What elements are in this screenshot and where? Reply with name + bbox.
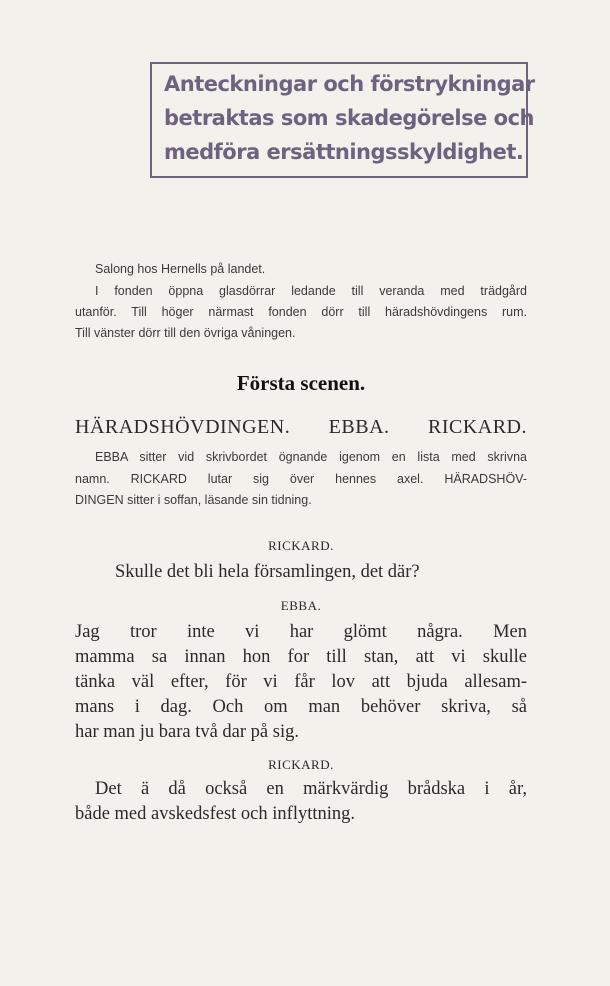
stamp-line: medföra ersättningsskyldighet. (164, 140, 524, 164)
stage-direction-line: DINGEN sitter i soffan, läsande sin tidning. (75, 493, 312, 507)
setting-line: Till vänster dörr till den övriga våningen. (75, 326, 296, 340)
speaker-name: RICKARD. (268, 757, 334, 772)
setting-line: I fonden öppna glasdörrar ledande till veranda med trädgård (95, 284, 527, 298)
dialogue-line: Jag tror inte vi har glömt några. Men (75, 622, 527, 642)
dialogue-line: har man ju bara två dar på sig. (75, 722, 299, 742)
stamp-line: betraktas som skadegörelse och (164, 106, 534, 130)
stage-direction-line: namn. RICKARD lutar sig över hennes axel. HÄRADSHÖV- (75, 472, 527, 486)
speaker-name: EBBA. (280, 598, 322, 613)
dialogue-line: mans i dag. Och om man behöver skriva, så (75, 697, 527, 717)
setting-line: utanför. Till höger närmast fonden dörr till häradshövdingens rum. (75, 305, 527, 319)
stage-direction-line: EBBA sitter vid skrivbordet ögnande igenom en lista med skrivna (95, 450, 527, 464)
dialogue-line: mamma sa innan hon for till stan, att vi skulle (75, 647, 527, 667)
setting-line: Salong hos Hernells på landet. (95, 262, 266, 276)
dialogue-line: Det ä då också en märkvärdig brådska i år, (95, 779, 527, 799)
dialogue-line: tänka väl efter, för vi får lov att bjuda allesam- (75, 672, 527, 692)
dialogue-line: både med avskedsfest och inflyttning. (75, 804, 356, 824)
scene-title: Första scenen. (236, 371, 366, 395)
stamp-line: Anteckningar och förstrykningar (164, 72, 535, 96)
cast-list: HÄRADSHÖVDINGEN. EBBA. RICKARD. (75, 416, 527, 438)
dialogue-line: Skulle det bli hela församlingen, det där? (115, 562, 420, 582)
speaker-name: RICKARD. (268, 538, 334, 553)
library-stamp (150, 62, 535, 178)
